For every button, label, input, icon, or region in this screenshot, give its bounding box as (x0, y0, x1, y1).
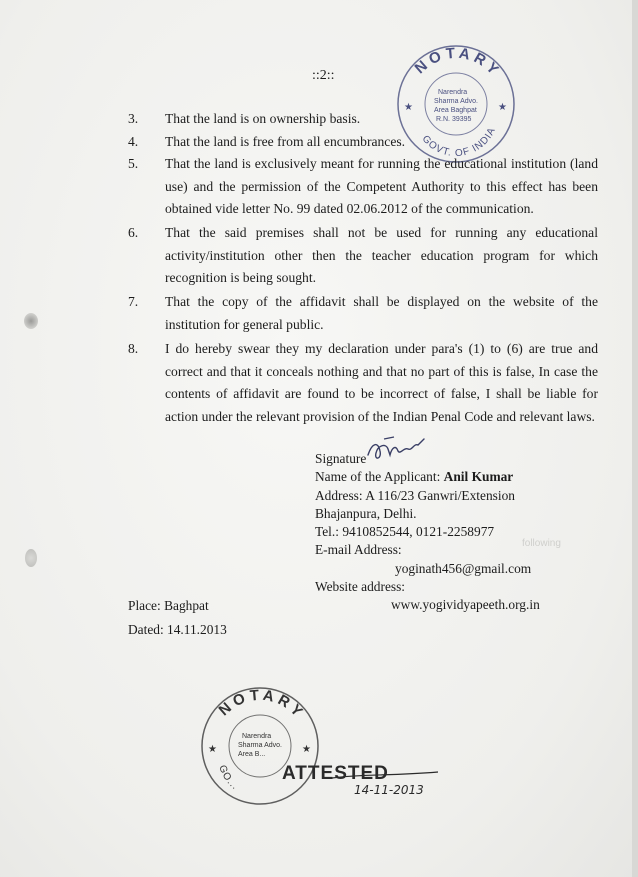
stamp-top-title: NOTARY (411, 44, 505, 81)
stamp-top-name3: Area Baghpat (434, 107, 477, 114)
signature-label: Signature (315, 451, 367, 466)
stamp-top-govt: GOVT. OF INDIA (419, 125, 499, 160)
item-number: 7. (128, 294, 139, 309)
list-item (128, 338, 598, 428)
punch-hole-top (24, 313, 38, 329)
list-item (128, 222, 598, 290)
stamp-bottom-govt: GO... (216, 763, 241, 793)
date: Dated: 14.11.2013 (128, 622, 227, 637)
svg-text:NOTARY (412, 45, 505, 81)
list-item (128, 108, 598, 131)
website-value: www.yogividyapeeth.org.in (391, 597, 540, 613)
item-text: I do hereby swear they my declaration under para's (1) to (6) are true and correct and that it conceals nothing and that no part of this is false, In case the contents of affidavit are found to be incorrect of false, I shall be liable for action under the relevant provision of the Indian Penal Code and relevant laws. (165, 341, 598, 424)
notary-stamp-bottom (196, 682, 324, 810)
stamp-top-name2: Sharma Advo. (434, 98, 478, 105)
place: Place: Baghpat (128, 598, 209, 613)
svg-text:★: ★ (208, 744, 217, 755)
bleed-through-text: following (522, 538, 561, 549)
attested-date: 14-11-2013 (354, 783, 424, 797)
svg-text:★: ★ (302, 744, 311, 755)
item-text: That the said premises shall not be used for running any educational activity/institution other then the teacher education program for which recognition is being sought. (165, 225, 598, 286)
stamp-bottom-name1: Narendra (242, 733, 272, 740)
attested-date-handwritten (330, 770, 440, 800)
item-number: 8. (128, 341, 139, 356)
item-text: That the copy of the affidavit shall be displayed on the website of the institution for general public. (165, 294, 598, 332)
address-line2: Bhajanpura, Delhi. (315, 505, 417, 521)
list-item (128, 131, 598, 154)
item-number: 6. (128, 225, 139, 240)
applicant-name: Anil Kumar (443, 469, 514, 485)
svg-text:NOTARY (216, 687, 309, 723)
website-label: Website address: (315, 579, 406, 595)
applicant-name-label: Name of the Applicant: (315, 469, 444, 485)
stamp-top-name1: Narendra (438, 89, 468, 96)
email-value: yoginath456@gmail.com (395, 560, 532, 576)
item-text: That the land is exclusively meant for running the educational institution (land use) and the permission of the Competent Authority to this effect has been obtained vide letter No. 99 dated 02.06.2012 of the communication. (165, 156, 598, 217)
stamp-bottom-name2: Sharma Advo. (238, 742, 282, 749)
item-text: That the land is free from all encumbrances. (165, 134, 406, 149)
email-label: E-mail Address: (315, 542, 402, 558)
item-number: 4. (128, 134, 139, 149)
item-number: 5. (128, 156, 139, 171)
item-number: 3. (128, 111, 139, 126)
applicant-details (315, 450, 540, 615)
stamp-bottom-title: NOTARY (215, 686, 309, 723)
address-line1: Address: A 116/23 Ganwri/Extension (315, 487, 515, 503)
item-text: That the land is on ownership basis. (165, 111, 361, 126)
page-number: ::2:: (312, 68, 335, 83)
attested-stamp: ATTESTED (282, 763, 389, 784)
punch-hole-bottom (25, 549, 37, 567)
page-edge (632, 0, 638, 877)
list-item (128, 291, 598, 336)
telephone: Tel.: 9410852544, 0121-2258977 (315, 524, 495, 540)
svg-text:★: ★ (498, 102, 507, 113)
list-item (128, 153, 598, 221)
stamp-bottom-name3: Area B... (238, 751, 266, 758)
stamp-top-reg: R.N. 39395 (436, 116, 472, 123)
svg-text:★: ★ (404, 102, 413, 113)
